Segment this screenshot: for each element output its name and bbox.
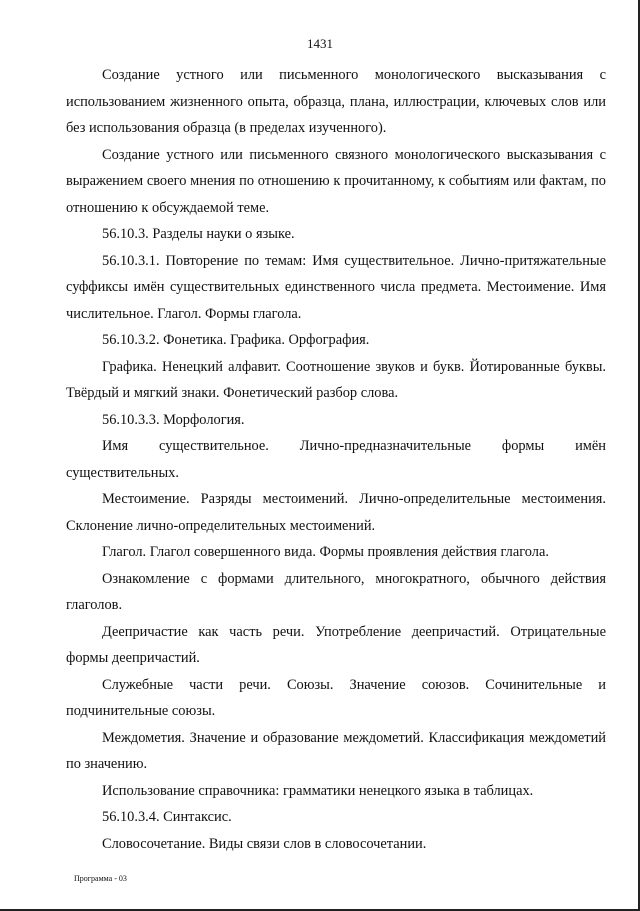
- paragraph: Местоимение. Разряды местоимений. Лично-определительные местоимения. Склонение лично-определительных местоимений.: [66, 491, 606, 534]
- paragraph: Графика. Ненецкий алфавит. Соотношение звуков и букв. Йотированные буквы. Твёрдый и мягкий знаки. Фонетический разбор слова.: [66, 358, 606, 401]
- paragraph: Создание устного или письменного связного монологического высказывания с выражением своего мнения по отношению к прочитанному, к событиям или фактам, по отношению к обсуждаемой теме.: [66, 146, 606, 216]
- page-footer: Программа - 03: [74, 874, 127, 883]
- section-heading: 56.10.3. Разделы науки о языке.: [102, 226, 295, 242]
- page-content: [66, 62, 606, 857]
- paragraph: Ознакомление с формами длительного, многократного, обычного действия глаголов.: [66, 570, 606, 613]
- section-heading: 56.10.3.3. Морфология.: [102, 411, 245, 428]
- paragraph: 56.10.3.1. Повторение по темам: Имя существительное. Лично-притяжательные суффиксы имён существительных единственного числа предмета. Местоимение. Имя числительное. Глагол. Формы глагола.: [66, 252, 606, 322]
- paragraph: Междометия. Значение и образование междометий. Классификация междометий по значению.: [66, 729, 606, 772]
- paragraph: Деепричастие как часть речи. Употребление деепричастий. Отрицательные формы деепричастий.: [66, 623, 606, 666]
- paragraph: Создание устного или письменного монологического высказывания с использованием жизненного опыта, образца, плана, иллюстрации, ключевых слов или без использования образца (в пределах изученного).: [66, 67, 606, 136]
- section-heading: 56.10.3.4. Синтаксис.: [102, 809, 232, 825]
- paragraph: Словосочетание. Виды связи слов в словосочетании.: [102, 835, 427, 852]
- paragraph: Служебные части речи. Союзы. Значение союзов. Сочинительные и подчинительные союзы.: [66, 676, 606, 719]
- paragraph: Глагол. Глагол совершенного вида. Формы проявления действия глагола.: [102, 544, 549, 560]
- section-heading: 56.10.3.2. Фонетика. Графика. Орфография.: [102, 332, 370, 348]
- page-number: 1431: [307, 36, 333, 51]
- paragraph: Использование справочника: грамматики ненецкого языка в таблицах.: [102, 782, 534, 799]
- paragraph: Имя существительное. Лично-предназначительные формы имён существительных.: [66, 438, 606, 481]
